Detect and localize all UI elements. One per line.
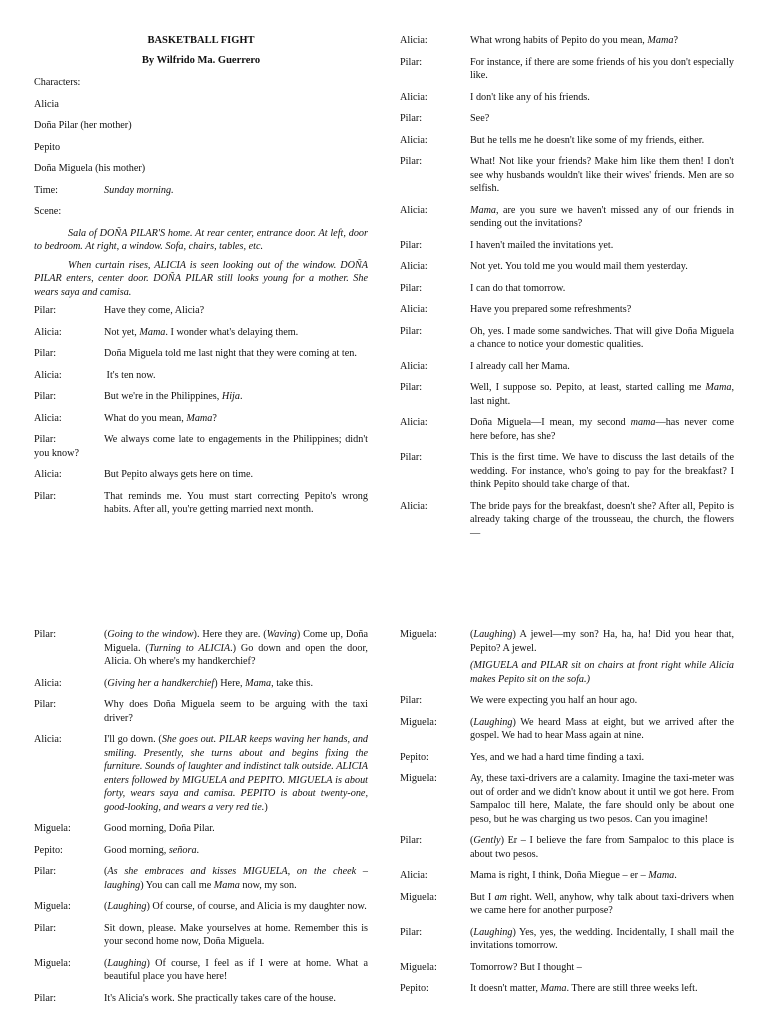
dialogue-line — [34, 433, 368, 460]
speaker: Alicia: — [34, 326, 62, 338]
dialogue-line — [34, 326, 368, 340]
dialogue-text: But I am right. Well, anyhow, why talk about taxi-drivers when we came here for another purpose? — [470, 891, 734, 916]
dialogue-text: We always come late to engagements in the Philippines; didn't you know? — [34, 434, 368, 459]
dialogue-line — [400, 891, 734, 918]
dialogue-line — [34, 468, 368, 482]
dialogue-line — [400, 982, 734, 996]
dialogue-text: Doña Miguela told me last night that they were coming at ten. — [104, 348, 357, 359]
dialogue-text: (Giving her a handkerchief) Here, Mama, take this. — [104, 677, 313, 689]
speaker: Pilar: — [34, 305, 57, 316]
speaker: Pilar: — [34, 348, 57, 359]
dialogue-text: What do you mean, Mama? — [104, 412, 217, 424]
dialogue-line — [34, 677, 368, 691]
speaker: Pilar: — [400, 239, 423, 251]
stage-direction-opening: When curtain rises, ALICIA is seen looking out of the window. DOÑA PILAR enters, center door. DOÑA PILAR still looks young for a mother. She wears saya and camisa. — [34, 259, 368, 298]
dialogue-line — [34, 698, 368, 725]
column-top-left — [34, 34, 368, 525]
dialogue-line — [400, 751, 734, 765]
dialogue-text: I'll go down. (She goes out. PILAR keeps waving her hands, and smiling. Presently, she turns about and begins fixing the furniture. Sounds of laughter and indistinct talk outside. ALICIA enters followed by MIGUELA and PEPITO. MIGUELA is about forty, wears saya and camisa. PEPITO is about twenty-one, good-looking, and wears a very red tie.) — [104, 734, 369, 813]
dialogue-line — [400, 628, 734, 655]
dialogue-line — [400, 869, 734, 883]
speaker: Pilar: — [34, 699, 57, 710]
speaker: Alicia: — [400, 500, 428, 512]
speaker: Alicia: — [400, 261, 428, 272]
dialogue-text: (As she embraces and kisses MIGUELA, on the cheek – laughing) You can call me Mama now, my son. — [104, 866, 368, 891]
dialogue-line — [34, 992, 368, 1006]
dialogue-line — [34, 865, 368, 892]
dialogue-text: It's ten now. — [104, 369, 156, 381]
dialogue-line — [34, 304, 368, 318]
dialogue-line — [400, 716, 734, 743]
dialogue-text: (Laughing) A jewel—my son? Ha, ha, ha! Did you hear that, Pepito? A jewel. — [470, 629, 734, 654]
scene-description: Sala of DOÑA PILAR'S home. At rear center, entrance door. At left, door to bedroom. At right, a window. Sofa, chairs, tables, etc. — [34, 227, 368, 252]
speaker: Pilar: — [400, 56, 423, 68]
dialogue-line — [400, 451, 734, 492]
speaker: Pilar: — [34, 992, 57, 1004]
dialogue-text: Mama is right, I think, Doña Miegue – er – Mama. — [470, 870, 677, 881]
dialogue-line — [400, 91, 734, 105]
speaker: Pilar: — [400, 282, 423, 294]
scene-label: Scene: — [34, 206, 62, 217]
stage-direction: (MIGUELA and PILAR sit on chairs at front right while Alicia makes Pepito sit on the sofa.) — [470, 660, 734, 685]
dialogue-text: Well, I suppose so. Pepito, at least, started calling me Mama, last night. — [470, 382, 734, 407]
dialogue-text: Mama, are you sure we haven't missed any of our friends in sending out the invitations? — [470, 204, 734, 229]
dialogue-text: Not yet. You told me you would mail them yesterday. — [470, 261, 688, 272]
dialogue-line — [400, 260, 734, 274]
dialogue-line — [400, 500, 734, 541]
column-top-right — [400, 34, 734, 548]
dialogue-text: Have you prepared some refreshments? — [470, 304, 632, 315]
dialogue-text: Not yet, Mama. I wonder what's delaying them. — [104, 326, 299, 338]
speaker: Pepito: — [34, 844, 63, 856]
dialogue-text: (Gently) Er – I believe the fare from Sampaloc to this place is about two pesos. — [470, 835, 734, 860]
speaker: Pilar: — [400, 695, 423, 706]
speaker: Pilar: — [34, 866, 57, 877]
dialogue-line — [34, 347, 368, 361]
dialogue-line — [400, 239, 734, 253]
speaker: Alicia: — [400, 91, 428, 103]
time-row — [34, 184, 368, 198]
speaker: Pepito: — [400, 983, 429, 994]
dialogue-line — [400, 772, 734, 826]
dialogue-text: But Pepito always gets here on time. — [104, 469, 254, 480]
dialogue-line — [400, 112, 734, 126]
dialogue-line — [34, 733, 368, 814]
dialogue-line — [400, 926, 734, 953]
dialogue-text: Good morning, Doña Pilar. — [104, 823, 215, 834]
dialogue-line — [400, 56, 734, 83]
speaker: Miguela: — [34, 957, 71, 969]
dialogue-text: Oh, yes. I made some sandwiches. That will give Doña Miguela a chance to notice your domestic qualities. — [470, 325, 734, 350]
character-alicia: Alicia — [34, 98, 59, 110]
dialogue-text: What! Not like your friends? Make him like them then! I don't see why husbands wouldn't like their wives' friends. Men are so selfish. — [470, 156, 734, 194]
dialogue-text: (Laughing) Of course, I feel as if I were at home. What a beautiful place you have here! — [104, 957, 368, 982]
speaker: Alicia: — [400, 360, 428, 372]
dialogue-text: Ay, these taxi-drivers are a calamity. Imagine the taxi-meter was out of order and we didn't know about it until we got here. From Sampaloc till here, Malate, the fare should only be about one peso, but he was charging us two pesos. Can you imagine! — [470, 773, 734, 825]
dialogue-text: I already call her Mama. — [470, 360, 570, 372]
time-value: Sunday morning. — [104, 184, 174, 196]
dialogue-line — [400, 834, 734, 861]
dialogue-line — [34, 922, 368, 949]
dialogue-line — [400, 381, 734, 408]
dialogue-text: See? — [470, 113, 490, 124]
speaker: Alicia: — [400, 417, 428, 428]
dialogue-line — [34, 900, 368, 914]
speaker: Miguela: — [400, 773, 437, 784]
dialogue-text: (Laughing) Yes, yes, the wedding. Incidentally, I shall mail the invitations tomorrow. — [470, 926, 734, 951]
dialogue-line — [400, 134, 734, 148]
dialogue-line — [34, 844, 368, 858]
speaker: Pilar: — [400, 113, 423, 124]
dialogue-line — [400, 155, 734, 196]
speaker: Pilar: — [400, 325, 423, 337]
dialogue-text: That reminds me. You must start correcting Pepito's wrong habits. After all, you're getting married next month. — [104, 490, 368, 515]
dialogue-line — [34, 957, 368, 984]
speaker: Alicia: — [400, 35, 428, 46]
dialogue-text: I don't like any of his friends. — [470, 91, 590, 103]
dialogue-text: Have they come, Alicia? — [104, 305, 205, 316]
dialogue-line — [400, 34, 734, 48]
dialogue-text: What wrong habits of Pepito do you mean, Mama? — [470, 35, 678, 46]
dialogue-text: (Laughing) Of course, of course, and Alicia is my daughter now. — [104, 901, 367, 912]
dialogue-line — [400, 204, 734, 231]
dialogue-line — [34, 369, 368, 383]
speaker: Alicia: — [34, 734, 62, 745]
dialogue-line — [34, 412, 368, 426]
dialogue-text: I can do that tomorrow. — [470, 282, 566, 294]
speaker: Alicia: — [34, 469, 62, 480]
dialogue-text: But we're in the Philippines, Hija. — [104, 391, 243, 402]
dialogue-text: Tomorrow? But I thought – — [470, 961, 582, 973]
dialogue-line — [400, 694, 734, 708]
speaker: Alicia: — [34, 412, 62, 424]
column-bottom-right — [400, 628, 734, 1004]
speaker: Alicia: — [34, 369, 62, 381]
dialogue-line — [400, 961, 734, 975]
dialogue-line — [400, 416, 734, 443]
speaker: Miguela: — [34, 823, 71, 834]
dialogue-text: Sit down, please. Make yourselves at home. Remember this is your second home now, Doña Miguela. — [104, 922, 368, 947]
speaker: Miguela: — [400, 629, 437, 640]
speaker: Pilar: — [400, 156, 423, 167]
character-pilar: Doña Pilar (her mother) — [34, 120, 132, 131]
speaker: Pilar: — [34, 922, 57, 934]
dialogue-text: The bride pays for the breakfast, doesn't she? After all, Pepito is already taking charge of the trousseau, the church, the flowers — — [470, 500, 734, 539]
speaker: Miguela: — [400, 961, 437, 973]
dialogue-text: We were expecting you half an hour ago. — [470, 695, 638, 706]
dialogue-line — [400, 303, 734, 317]
speaker: Pilar: — [34, 434, 57, 445]
dialogue-text: Good morning, señora. — [104, 844, 200, 856]
dialogue-text: For instance, if there are some friends of his you don't especially like. — [470, 56, 734, 81]
speaker: Pilar: — [34, 490, 57, 502]
speaker: Miguela: — [400, 891, 437, 903]
speaker: Alicia: — [400, 134, 428, 146]
speaker: Miguela: — [400, 716, 437, 728]
dialogue-text: This is the first time. We have to discuss the last details of the wedding. For instance, who's going to pay for the breakfast? I think Pepito should take charge of that. — [470, 452, 734, 490]
dialogue-text: (Laughing) We heard Mass at eight, but we arrived after the gospel. We had to hear Mass again at nine. — [470, 716, 734, 741]
play-title: BASKETBALL FIGHT — [147, 35, 255, 46]
speaker: Pilar: — [34, 629, 57, 640]
dialogue-line — [400, 282, 734, 296]
dialogue-text: It's Alicia's work. She practically takes care of the house. — [104, 992, 336, 1004]
time-label: Time: — [34, 184, 58, 196]
dialogue-text: (Going to the window). Here they are. (Waving) Come up, Doña Miguela. (Turning to ALICIA.) Go down and open the door, Alicia. Oh where's my handkerchief? — [104, 629, 368, 667]
dialogue-line — [34, 628, 368, 669]
character-pepito: Pepito — [34, 141, 61, 153]
speaker: Pilar: — [34, 391, 57, 402]
character-miguela: Doña Miguela (his mother) — [34, 163, 146, 174]
column-bottom-left — [34, 628, 368, 1013]
dialogue-text: Doña Miguela—I mean, my second mama—has never come here before, has she? — [470, 417, 735, 442]
speaker: Pilar: — [400, 452, 423, 463]
speaker: Alicia: — [400, 304, 428, 315]
speaker: Alicia: — [400, 870, 428, 881]
dialogue-text: Why does Doña Miguela seem to be arguing with the taxi driver? — [104, 699, 368, 724]
speaker: Pilar: — [400, 926, 423, 938]
dialogue-line — [400, 360, 734, 374]
dialogue-text: It doesn't matter, Mama. There are still three weeks left. — [470, 983, 698, 994]
dialogue-line — [34, 490, 368, 517]
speaker: Pilar: — [400, 835, 423, 846]
speaker: Pepito: — [400, 751, 429, 763]
speaker: Alicia: — [34, 677, 62, 689]
dialogue-line — [34, 390, 368, 404]
speaker: Pilar: — [400, 382, 423, 393]
play-author: By Wilfrido Ma. Guerrero — [141, 54, 261, 66]
speaker: Alicia: — [400, 204, 428, 216]
dialogue-line — [400, 325, 734, 352]
dialogue-text: Yes, and we had a hard time finding a taxi. — [470, 751, 645, 763]
characters-label: Characters: — [34, 77, 81, 88]
dialogue-text: But he tells me he doesn't like some of my friends, either. — [470, 134, 705, 146]
dialogue-text: I haven't mailed the invitations yet. — [470, 239, 614, 251]
speaker: Miguela: — [34, 901, 71, 912]
dialogue-line — [34, 822, 368, 836]
